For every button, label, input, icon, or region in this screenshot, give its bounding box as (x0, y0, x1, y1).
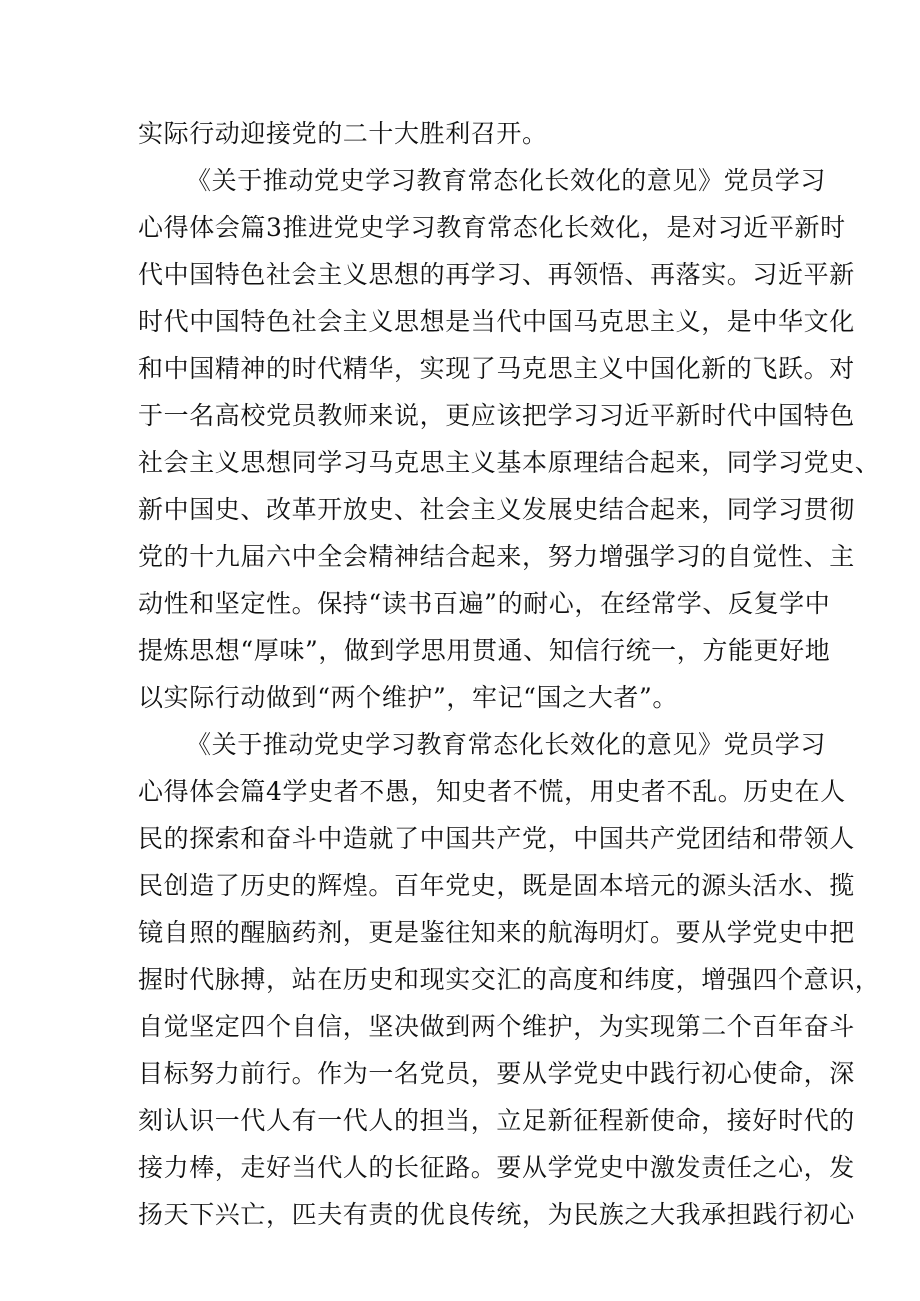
text-line: 《关于推动党史学习教育常态化长效化的意见》党员学习 (186, 730, 827, 759)
text-line: 实际行动迎接党的二十大胜利召开。 (138, 119, 548, 148)
text-line: 民创造了历史的辉煌。百年党史，既是固本培元的源头活水、揽 (138, 871, 855, 900)
text-line: 和中国精神的时代精华，实现了马克思主义中国化新的飞跃。对 (138, 354, 855, 383)
text-line: 以实际行动做到“两个维护”，牢记“国之大者”。 (138, 683, 678, 712)
text-line: 自觉坚定四个自信，坚决做到两个维护，为实现第二个百年奋斗 (138, 1012, 855, 1041)
text-line: 社会主义思想同学习马克思主义基本原理结合起来，同学习党史、 (138, 448, 881, 477)
text-line: 提炼思想“厚味”，做到学思用贯通、知信行统一，方能更好地 (138, 636, 831, 665)
text-line: 心得体会篇3推进党史学习教育常态化长效化，是对习近平新时 (138, 213, 846, 242)
text-line: 扬天下兴亡，匹夫有责的优良传统，为民族之大我承担践行初心 (138, 1200, 855, 1229)
text-line: 民的探索和奋斗中造就了中国共产党，中国共产党团结和带领人 (138, 824, 855, 853)
text-line: 刻认识一代人有一代人的担当，立足新征程新使命，接好时代的 (138, 1106, 855, 1135)
text-line: 目标努力前行。作为一名党员，要从学党史中践行初心使命，深 (138, 1059, 855, 1088)
text-line: 接力棒，走好当代人的长征路。要从学党史中激发责任之心，发 (138, 1153, 855, 1182)
text-line: 握时代脉搏，站在历史和现实交汇的高度和纬度，增强四个意识， (138, 965, 881, 994)
text-line: 时代中国特色社会主义思想是当代中国马克思主义，是中华文化 (138, 307, 855, 336)
text-line: 《关于推动党史学习教育常态化长效化的意见》党员学习 (186, 166, 827, 195)
text-line: 新中国史、改革开放史、社会主义发展史结合起来，同学习贯彻 (138, 495, 855, 524)
text-line: 代中国特色社会主义思想的再学习、再领悟、再落实。习近平新 (138, 260, 855, 289)
text-line: 动性和坚定性。保持“读书百遍”的耐心，在经常学、反复学中 (138, 589, 831, 618)
text-line: 心得体会篇4学史者不愚，知史者不慌，用史者不乱。历史在人 (138, 777, 846, 806)
text-line: 镜自照的醒脑药剂，更是鉴往知来的航海明灯。要从学党史中把 (138, 918, 855, 947)
text-line: 党的十九届六中全会精神结合起来，努力增强学习的自觉性、主 (138, 542, 855, 571)
text-line: 于一名高校党员教师来说，更应该把学习习近平新时代中国特色 (138, 401, 855, 430)
